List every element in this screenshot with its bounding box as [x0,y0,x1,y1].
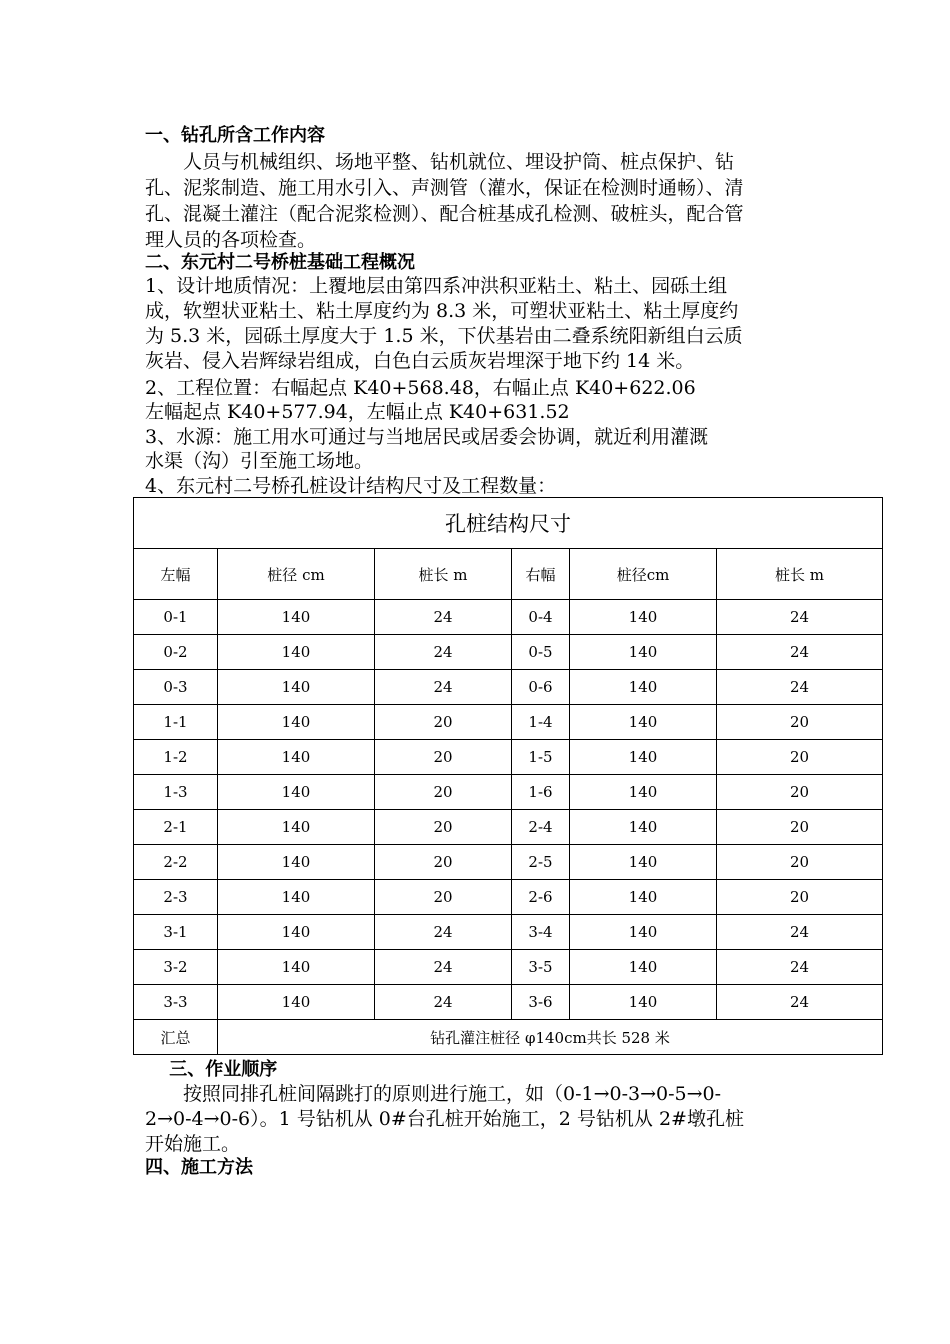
table-header-row [134,549,883,600]
table-row [134,880,883,915]
table-row [134,740,883,775]
table-cell: 24 [375,670,512,705]
table-row [134,915,883,950]
table-row [134,845,883,880]
table-cell: 20 [375,775,512,810]
table-cell: 2-5 [512,845,570,880]
table-cell: 140 [570,635,717,670]
table-cell: 1-4 [512,705,570,740]
table-cell: 3-5 [512,950,570,985]
table-cell: 0-4 [512,600,570,635]
table-row [134,635,883,670]
table-cell: 140 [218,845,375,880]
table-cell: 1-2 [134,740,218,775]
table-cell: 3-1 [134,915,218,950]
table-cell: 2-6 [512,880,570,915]
table-cell: 24 [375,635,512,670]
summary-text: 钻孔灌注桩径 φ140cm共长 528 米 [218,1020,883,1055]
table-row [134,950,883,985]
table-cell: 3-3 [134,985,218,1020]
table-cell: 20 [375,845,512,880]
table-cell: 1-3 [134,775,218,810]
table-cell: 20 [375,810,512,845]
table-cell: 140 [218,915,375,950]
section1-line: 孔、泥浆制造、施工用水引入、声测管（灌水，保证在检测时通畅）、清 [145,177,744,199]
table-cell: 0-1 [134,600,218,635]
section2-line: 左幅起点 K40+577.94，左幅止点 K40+631.52 [145,401,570,423]
section2-line: 2、工程位置：右幅起点 K40+568.48，右幅止点 K40+622.06 [145,377,696,399]
table-cell: 20 [375,705,512,740]
table-cell: 140 [218,810,375,845]
table-cell: 24 [375,915,512,950]
table-row [134,810,883,845]
table-cell: 140 [218,705,375,740]
table-cell: 2-3 [134,880,218,915]
table-cell: 0-2 [134,635,218,670]
table-row [134,600,883,635]
table-cell: 1-6 [512,775,570,810]
table-cell: 140 [218,740,375,775]
table-cell: 3-2 [134,950,218,985]
section3-line: 开始施工。 [145,1133,241,1155]
table-cell: 1-5 [512,740,570,775]
table-title: 孔桩结构尺寸 [134,498,883,549]
table-cell: 24 [717,915,883,950]
section2-line: 3、水源：施工用水可通过与当地居民或居委会协调，就近利用灌溉 [145,426,709,448]
table-cell: 140 [218,950,375,985]
table-cell: 24 [717,985,883,1020]
table-cell: 140 [570,705,717,740]
table-cell: 20 [717,880,883,915]
table-cell: 1-1 [134,705,218,740]
table-cell: 140 [218,670,375,705]
section2-heading: 二、东元村二号桥桩基础工程概况 [145,252,415,273]
section1-line: 人员与机械组织、场地平整、钻机就位、埋设护筒、桩点保护、钻 [145,151,735,173]
section3-line: 按照同排孔桩间隔跳打的原则进行施工，如（0-1→0-3→0-5→0- [145,1083,722,1105]
table-cell: 20 [717,775,883,810]
table-cell: 20 [717,845,883,880]
table-cell: 24 [375,600,512,635]
section1-line: 理人员的各项检查。 [145,229,317,251]
table-cell: 3-4 [512,915,570,950]
table-cell: 20 [717,740,883,775]
header-left-diameter: 桩径 cm [218,549,375,600]
table-cell: 20 [375,740,512,775]
table-cell: 140 [570,915,717,950]
table-cell: 140 [570,845,717,880]
table-cell: 140 [570,775,717,810]
section4-heading: 四、施工方法 [145,1157,253,1178]
table-cell: 24 [717,950,883,985]
section2-line: 1、设计地质情况：上覆地层由第四系冲洪积亚粘土、粘土、园砾土组 [145,275,728,297]
table-cell: 3-6 [512,985,570,1020]
table-row [134,775,883,810]
section2-line: 4、东元村二号桥孔桩设计结构尺寸及工程数量： [145,475,557,497]
table-cell: 140 [570,950,717,985]
table-summary-row [134,1020,883,1055]
table-cell: 24 [375,950,512,985]
table-cell: 20 [717,705,883,740]
section3-heading: 三、作业顺序 [145,1059,278,1080]
header-left-deck: 左幅 [134,549,218,600]
table-row [134,670,883,705]
table-cell: 0-6 [512,670,570,705]
header-right-deck: 右幅 [512,549,570,600]
pile-structure-table [133,497,883,1055]
table-cell: 140 [570,740,717,775]
table-cell: 24 [717,670,883,705]
table-cell: 140 [218,985,375,1020]
table-row [134,705,883,740]
header-right-length: 桩长 m [717,549,883,600]
table-cell: 140 [570,880,717,915]
table-cell: 140 [570,985,717,1020]
section2-line: 水渠（沟）引至施工场地。 [145,450,374,472]
section2-line: 为 5.3 米，园砾土厚度大于 1.5 米，下伏基岩由二叠系统阳新组白云质 [145,325,743,347]
table-cell: 140 [218,775,375,810]
table-row [134,985,883,1020]
table-cell: 140 [570,600,717,635]
header-left-length: 桩长 m [375,549,512,600]
section1-heading: 一、钻孔所含工作内容 [145,125,325,146]
table-cell: 140 [218,600,375,635]
section2-line: 灰岩、侵入岩辉绿岩组成，白色白云质灰岩埋深于地下约 14 米。 [145,350,695,372]
table-cell: 140 [218,880,375,915]
table-cell: 20 [375,880,512,915]
table-cell: 2-1 [134,810,218,845]
table-cell: 140 [570,810,717,845]
summary-label: 汇总 [134,1020,218,1055]
table-cell: 24 [717,635,883,670]
table-cell: 0-5 [512,635,570,670]
section1-line: 孔、混凝土灌注（配合泥浆检测）、配合桩基成孔检测、破桩头，配合管 [145,203,744,225]
table-cell: 24 [375,985,512,1020]
table-cell: 20 [717,810,883,845]
table-cell: 24 [717,600,883,635]
table-cell: 2-4 [512,810,570,845]
section2-line: 成，软塑状亚粘土、粘土厚度约为 8.3 米，可塑状亚粘土、粘土厚度约 [145,300,739,322]
table-cell: 140 [218,635,375,670]
table-cell: 2-2 [134,845,218,880]
header-right-diameter: 桩径cm [570,549,717,600]
table-cell: 0-3 [134,670,218,705]
section3-line: 2→0-4→0-6）。1 号钻机从 0#台孔桩开始施工，2 号钻机从 2#墩孔桩 [145,1108,744,1130]
table-cell: 140 [570,670,717,705]
